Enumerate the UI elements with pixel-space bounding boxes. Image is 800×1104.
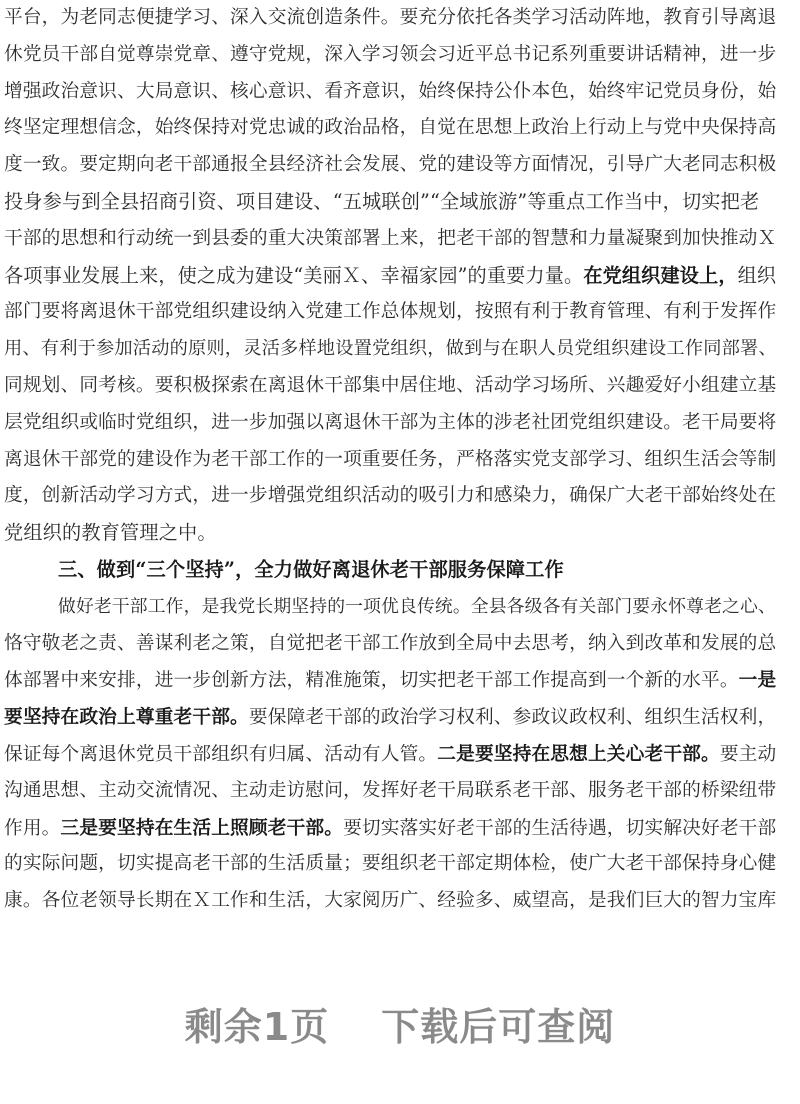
bold-text-segment: 在党组织建设上，	[583, 263, 738, 287]
text-line	[4, 110, 776, 147]
text-segment: 作用。	[4, 817, 61, 839]
bold-text-segment: 要坚持在政治上尊重老干部。	[4, 706, 249, 729]
text-line	[4, 74, 776, 111]
download-to-read-text: 下载后可查阅	[381, 1005, 616, 1049]
text-line	[4, 258, 776, 295]
text-line	[4, 442, 776, 479]
text-segment: 党组织的教育管理之中。	[4, 521, 217, 545]
text-segment: 平台，为老同志便捷学习、深入交流创造条件。要充分依托各类学习活动阵地，教育引导离退	[4, 7, 777, 28]
text-line	[4, 662, 776, 699]
text-line	[4, 0, 776, 37]
text-segment: 层党组织或临时党组织，进一步加强以离退休干部为主体的涉老社团党组织建设。老干局要将	[4, 411, 777, 433]
section-heading: 三、做到“三个坚持”，全力做好离退休老干部服务保障工作	[58, 557, 564, 581]
text-line	[4, 736, 776, 773]
text-segment: 组织	[737, 263, 777, 287]
text-line	[4, 294, 776, 331]
text-segment: 恪守敬老之责、善谋利老之策，自觉把老干部工作放到全局中去思考，纳入到改革和发展的总	[4, 632, 777, 654]
text-line	[4, 773, 776, 810]
text-line	[4, 515, 776, 552]
text-segment: 同规划、同考核。要积极探索在离退休干部集中居住地、活动学习场所、兴趣爱好小组建立基	[4, 374, 777, 396]
text-line	[4, 221, 776, 258]
text-line	[4, 699, 776, 736]
bold-text-segment: 二是要坚持在思想上关心老干部。	[437, 742, 720, 765]
text-segment: 要主动	[719, 743, 777, 765]
text-line	[4, 589, 776, 626]
text-segment: 休党员干部自觉尊崇党章、遵守党规，深入学习领会习近平总书记系列重要讲话精神，进一步	[4, 43, 777, 65]
download-prompt[interactable]	[0, 996, 800, 1051]
text-segment: 投身参与到全县招商引资、项目建设、“五城联创”“全域旅游”等重点工作当中，切实把老	[4, 189, 760, 213]
paragraph-block-party-building	[4, 0, 776, 552]
text-line	[4, 846, 776, 883]
text-segment: 度一致。要定期向老干部通报全县经济社会发展、党的建设等方面情况，引导广大老同志积极	[4, 154, 777, 176]
text-line	[4, 184, 776, 221]
text-line	[4, 368, 776, 405]
text-line	[4, 37, 776, 74]
text-segment: 离退休干部党的建设作为老干部工作的一项重要任务，严格落实党支部学习、组织生活会等制	[4, 448, 777, 470]
text-segment: 要保障老干部的政治学习权利、参政议政权利、组织生活权利，	[248, 707, 777, 729]
text-line	[4, 626, 776, 663]
text-segment: 度，创新活动学习方式，进一步增强党组织活动的吸引力和感染力，确保广大老干部始终处在	[4, 485, 777, 507]
document-body	[4, 0, 776, 920]
text-line	[4, 883, 776, 920]
bold-text-segment: 三是要坚持在生活上照顾老干部。	[60, 816, 344, 839]
bold-text-segment: 一是	[738, 669, 777, 692]
paragraph-block-service	[4, 589, 776, 920]
text-segment: 终坚定理想信念，始终保持对党忠诚的政治品格，自觉在思想上政治上行动上与党中央保持高	[4, 117, 777, 139]
text-segment: 用、有利于参加活动的原则，灵活多样地设置党组织，做到与在职人员党组织建设工作同部署、	[4, 338, 777, 360]
text-segment: 的实际问题，切实提高老干部的生活质量；要组织老干部定期体检，使广大老干部保持身心健	[4, 853, 777, 875]
text-line	[4, 810, 776, 847]
text-line	[4, 331, 776, 368]
text-line	[4, 405, 776, 442]
text-segment: 做好老干部工作，是我党长期坚持的一项优良传统。全县各级各有关部门要永怀尊老之心、	[58, 595, 776, 617]
text-segment: 各项事业发展上来，使之成为建设“美丽Ｘ、幸福家园”的重要力量。	[4, 263, 584, 287]
text-line	[4, 147, 776, 184]
text-segment: 干部的思想和行动统一到县委的重大决策部署上来，把老干部的智慧和力量凝聚到加快推动Ｘ	[4, 227, 777, 249]
text-segment: 体部署中来安排，进一步创新方法，精准施策，切实把老干部工作提高到一个新的水平。	[4, 670, 739, 692]
text-segment: 保证每个离退休党员干部组织有归属、活动有人管。	[4, 743, 438, 765]
text-segment: 康。各位老领导长期在Ｘ工作和生活，大家阅历广、经验多、威望高，是我们巨大的智力宝库	[4, 890, 777, 912]
text-line	[4, 478, 776, 515]
text-segment: 要切实落实好老干部的生活待遇，切实解决好老干部	[343, 817, 777, 839]
text-segment: 沟通思想、主动交流情况、主动走访慰问，发挥好老干局联系老干部、服务老干部的桥梁纽带	[4, 779, 777, 801]
remaining-pages-text: 剩余1页	[184, 1005, 330, 1049]
text-segment: 部门要将离退休干部党组织建设纳入党建工作总体规划，按照有利于教育管理、有利于发挥作	[4, 301, 777, 323]
text-segment: 增强政治意识、大局意识、核心意识、看齐意识，始终保持公仆本色，始终牢记党员身份，始	[4, 80, 777, 102]
